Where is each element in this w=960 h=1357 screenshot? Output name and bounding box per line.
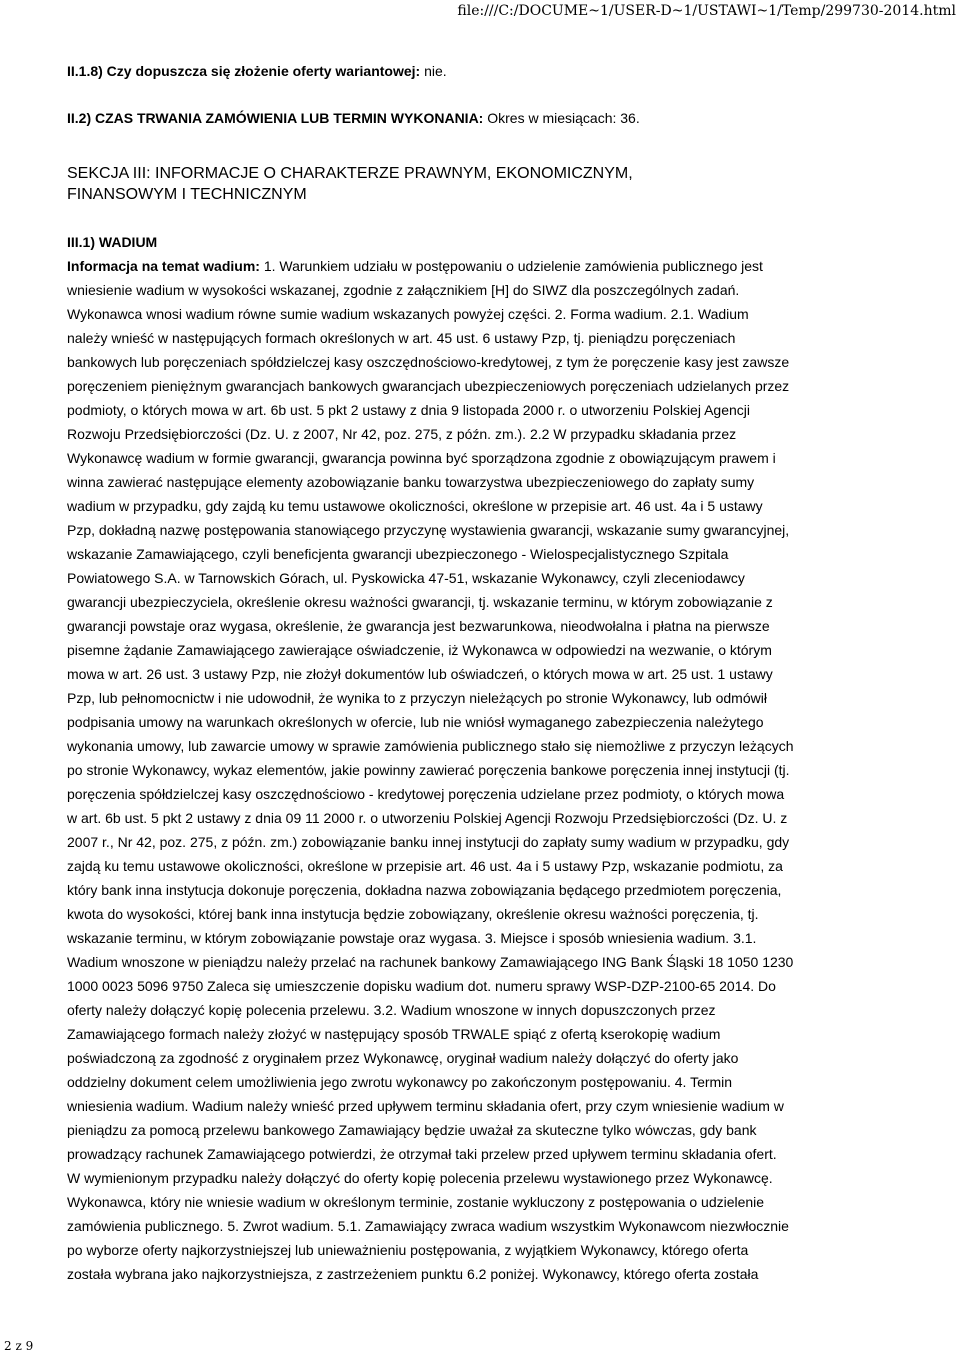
wadium-body [67,254,897,1286]
wadium-line: W wymienionym przypadku należy dołączyć do oferty kopię polecenia przelewu wystawionego przez Wykonawcę. [67,1170,773,1186]
wadium-line: Wykonawca, który nie wniesie wadium w określonym terminie, zostanie wykluczony z postępowania o udzielenie [67,1194,765,1210]
wadium-line: Pzp, lub pełnomocnictw i nie udowodnił, że wynika to z przyczyn nieleżących po stronie Wykonawcy, lub odmówił [67,690,767,706]
wadium-line: wniesienia wadium. Wadium należy wnieść przed upływem terminu składania ofert, przy czym wniesienie wadium w [67,1098,784,1114]
section-iii-heading-line2: FINANSOWYM I TECHNICZNYM [67,186,307,203]
wadium-line: podmioty, o których mowa w art. 6b ust. 5 pkt 2 ustawy z dnia 9 listopada 2000 r. o utworzeniu Polskiej Agencji [67,402,750,418]
wadium-line: po wyborze oferty najkorzystniejszej lub unieważnieniu postępowania, z wyjątkiem Wykonawcy, którego oferta [67,1242,749,1258]
wadium-line: bankowych lub poręczeniach spółdzielczej kasy oszczędnościowo-kredytowej, z tym że poręczenie kasy jest zawsze [67,354,790,370]
variant-offer-value: nie. [424,63,447,79]
duration-value: Okres w miesiącach: 36. [487,110,640,126]
wadium-line-text: 1. Warunkiem udziału w postępowaniu o udzielenie zamówienia publicznego jest [259,258,763,274]
wadium-line: Zamawiającego formach należy złożyć w następujący sposób TRWALE spiąć z ofertą kserokopię wadium [67,1026,721,1042]
wadium-line: oferty należy dołączyć kopię polecenia przelewu. 3.2. Wadium wnoszone w innych dopuszczonych przez [67,1002,716,1018]
wadium-line: została wybrana jako najkorzystniejsza, z zastrzeżeniem punktu 6.2 poniżej. Wykonawcy, którego oferta została [67,1266,759,1282]
wadium-line: wniesienie wadium w wysokości wskazanej, zgodnie z załącznikiem [H] do SIWZ dla poszczególnych zadań. [67,282,740,298]
wadium-line: który bank inna instytucja dokonuje poręczenia, dokładna nazwa zobowiązania będącego przedmiotem poręczenia, [67,882,782,898]
page-counter: 2 z 9 [4,1339,34,1353]
wadium-line: w art. 6b ust. 5 pkt 2 ustawy z dnia 09 11 2000 r. o utworzeniu Polskiej Agencji Rozwoju Przedsiębiorczości (Dz. U. z [67,810,788,826]
variant-offer-label: II.1.8) Czy dopuszcza się złożenie oferty wariantowej: [67,63,421,79]
file-path-header: file:///C:/DOCUME~1/USER-D~1/USTAWI~1/Temp/299730-2014.html [457,3,956,19]
wadium-line: wskazanie terminu, w którym zobowiązanie powstaje oraz wygasa. 3. Miejsce i sposób wniesienia wadium. 3.1. [67,930,757,946]
wadium-line: prowadzący rachunek Zamawiającego potwierdzi, że otrzymał taki przelew przed upływem terminu składania ofert. [67,1146,777,1162]
wadium-line: Rozwoju Przedsiębiorczości (Dz. U. z 2007, Nr 42, poz. 275, z późn. zm.). 2.2 W przypadku składania przez [67,426,737,442]
wadium-line: Wykonawcę wadium w formie gwarancji, gwarancja powinna być sporządzona zgodnie z obowiązującym prawem i [67,450,776,466]
wadium-info-label: Informacja na temat wadium: [67,258,260,274]
wadium-line: pieniądzu za pomocą przelewu bankowego Zamawiający będzie uważał za skuteczne tylko wówczas, gdy bank [67,1122,757,1138]
variant-offer-line [67,60,897,82]
wadium-line [67,254,897,278]
wadium-line: gwarancji powstaje oraz wygasa, określenie, że gwarancja jest bezwarunkowa, nieodwołalna i płatna na pierwsze [67,618,770,634]
wadium-line: wykonania umowy, lub zawarcie umowy w sprawie zamówienia publicznego stało się niemożliwe z przyczyn leżących [67,738,794,754]
wadium-line: winna zawierać następujące elementy azobowiązanie banku towarzystwa ubezpieczeniowego do zapłaty sumy [67,474,755,490]
section-iii-heading-line1: SEKCJA III: INFORMACJE O CHARAKTERZE PRAWNYM, EKONOMICZNYM, [67,165,633,182]
wadium-line: mowa w art. 26 ust. 3 ustawy Pzp, nie złożył dokumentów lub oświadczeń, o których mowa w art. 25 ust. 1 ustawy [67,666,773,682]
wadium-line: podpisania umowy na warunkach określonych w ofercie, lub nie wniósł wymaganego zabezpieczenia należytego [67,714,764,730]
notice-content [67,60,897,1286]
wadium-line: wadium w przypadku, gdy zajdą ku temu ustawowe okoliczności, określone w przepisie art. 46 ust. 4a i 5 ustawy [67,498,763,514]
wadium-line: gwarancji ubezpieczyciela, określenie okresu ważności gwarancji, tj. wskazanie terminu, w którym zobowiązanie z [67,594,773,610]
wadium-line: oddzielny dokument celem umożliwienia jego zwrotu wykonawcy po zakończonym postępowaniu. 4. Termin [67,1074,733,1090]
wadium-line: poświadczoną za zgodność z oryginałem przez Wykonawcę, oryginał wadium należy dołączyć do oferty jako [67,1050,739,1066]
wadium-line: poręczeniem pieniężnym gwarancjach bankowych gwarancjach ubezpieczeniowych poręczeniach udzielanych przez [67,378,790,394]
wadium-line: należy wnieść w następujących formach określonych w art. 45 ust. 6 ustawy Pzp, tj. pieniądzu poręczeniach [67,330,736,346]
duration-line [67,107,897,129]
wadium-heading: III.1) WADIUM [67,234,158,250]
wadium-line: Wadium wnoszone w pieniądzu należy przelać na rachunek bankowy Zamawiającego ING Bank Śląski 18 1050 1230 [67,954,794,970]
wadium-line: 1000 0023 5096 9750 Zaleca się umieszczenie dopisku wadium dot. numeru sprawy WSP-DZP-2100-65 2014. Do [67,978,776,994]
wadium-line: Powiatowego S.A. w Tarnowskich Górach, ul. Pyskowicka 47-51, wskazanie Wykonawcy, czyli zleceniodawcy [67,570,745,586]
wadium-line: 2007 r., Nr 42, poz. 275, z późn. zm.) zobowiązanie banku innej instytucji do zapłaty sumy wadium w przypadku, gdy [67,834,790,850]
section-iii-heading [67,163,897,205]
wadium-line: po stronie Wykonawcy, wykaz elementów, jakie powinny zawierać poręczenia bankowe poręczenia innej instytucji (tj. [67,762,790,778]
wadium-line: wskazanie Zamawiającego, czyli beneficjenta gwarancji ubezpieczonego - Wielospecjalistycznego Szpitala [67,546,729,562]
wadium-line: Wykonawca wnosi wadium równe sumie wadium wskazanych powyżej części. 2. Forma wadium. 2.1. Wadium [67,306,749,322]
duration-label: II.2) CZAS TRWANIA ZAMÓWIENIA LUB TERMIN WYKONANIA: [67,110,484,126]
wadium-line: zamówienia publicznego. 5. Zwrot wadium. 5.1. Zamawiający zwraca wadium wszystkim Wykonawcom niezwłocznie [67,1218,789,1234]
wadium-line: poręczenia spółdzielczej kasy oszczędnościowo - kredytowej poręczenia udzielane przez podmioty, o których mowa [67,786,785,802]
wadium-line: pisemne żądanie Zamawiającego zawierające oświadczenie, iż Wykonawca w odpowiedzi na wezwanie, o którym [67,642,772,658]
wadium-line: zajdą ku temu ustawowe okoliczności, określone w przepisie art. 46 ust. 4a i 5 ustawy Pzp, wskazanie podmiotu, za [67,858,783,874]
wadium-line: Pzp, dokładną nazwę postępowania stanowiącego przyczynę wystawienia gwarancji, wskazanie sumy gwarancyjnej, [67,522,790,538]
wadium-line: kwota do wysokości, której bank inna instytucja będzie zobowiązany, określenie okresu ważności poręczenia, tj. [67,906,759,922]
